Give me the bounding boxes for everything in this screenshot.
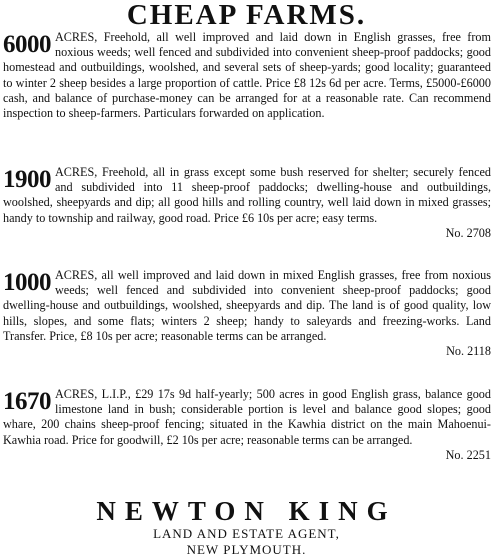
listing-acreage: 1000 [3,269,51,296]
listing-reference-number: No. 2118 [446,344,491,359]
agent-role: LAND AND ESTATE AGENT, [153,526,340,541]
listing-1670-acres [3,387,491,490]
listing-description: ACRES, Freehold, all well improved and laid down in English grasses, free from noxious weeds; well fenced and subdivided into convenient sheep-proof paddocks; good homestead and outbuildings, woolshed, and several sets of sheep-yards; good locality; guaranteed to winter 2 sheep besides a large proportion of cattle. Price £8 12s 6d per acre. Terms, £5000-£6000 cash, and balance of purchase-money can be arranged for at a reasonable rate. Can recommend inspection to sheep-farmers. Particulars forwarded on application. [3,30,491,121]
listing-6000-acres [3,30,491,165]
listing-reference-number: No. 2708 [445,225,491,240]
listing-reference-number: No. 2251 [445,447,491,462]
listing-description: ACRES, all well improved and laid down in mixed English grasses, free from noxious weeds; well fenced and subdivided into convenient sheep-proof paddocks; good dwelling-house and outbuildings, woolshed, sheepyards and dip. The land is of good quality, low hills, slopes, and some flats; winters 2 sheep; handy to saleyards and freezing-works. Land Transfer. Price, £8 10s per acre; reasonable terms can be arranged. [3,268,491,343]
listing-description: ACRES, L.I.P., £29 17s 9d half-yearly; 500 acres in good English grass, balance good limestone land in bush; considerable portion is level and balance good slopes; good whare, 200 chains sheep-proof fencing; situated in the Kawhia district on the main Mahoenui-Kawhia road. Price for goodwill, £2 10s per acre; reasonable terms can be arranged. [3,387,491,447]
listing-description: ACRES, Freehold, all in grass except some bush reserved for shelter; securely fenced and subdivided into 11 sheep-proof paddocks; dwelling-house and outbuildings, woolshed, sheepyards and dip; all good hills and rolling country, well laid down in mixed grasses; handy to township and railway, good road. Price £6 10s per acre; easy terms. [3,165,491,225]
listing-1900-acres [3,165,491,268]
listing-acreage: 1670 [3,388,51,415]
listing-1000-acres [3,268,491,387]
listing-acreage: 1900 [3,166,51,193]
listing-acreage: 6000 [3,31,51,58]
agent-name: NEWTON KING [96,496,397,526]
ad-title: CHEAP FARMS. [126,0,367,31]
agent-town: NEW PLYMOUTH. [186,542,307,557]
